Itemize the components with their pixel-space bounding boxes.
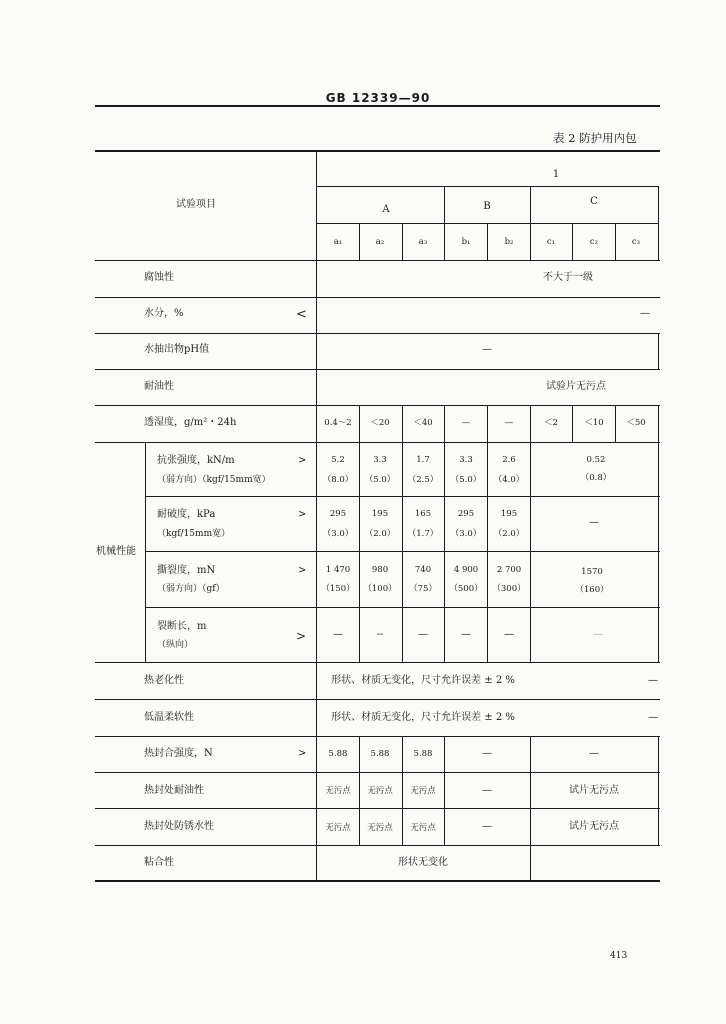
tensile-b1: 3.3 xyxy=(459,455,473,465)
tear-a3-gf: （75） xyxy=(409,584,437,594)
row-label-burst: 耐破度，kPa xyxy=(157,509,216,520)
seal-oil-c: 试片无污点 xyxy=(569,785,619,796)
tear-b1-gf: （500） xyxy=(449,584,483,594)
group-header-a: A xyxy=(382,204,390,215)
burst-b1-kgf: （3.0） xyxy=(450,529,482,539)
value-moisture: — xyxy=(640,308,650,319)
item-header: 试验项目 xyxy=(176,199,216,210)
burst-symbol: > xyxy=(298,509,307,520)
tear-b1: 4 900 xyxy=(453,565,479,575)
tear-a1-gf: （150） xyxy=(321,584,355,594)
seal-oil-a2: 无污点 xyxy=(367,786,393,796)
row-sublabel-breaking-length: （纵向） xyxy=(157,640,194,650)
burst-b2-kgf: （2.0） xyxy=(493,529,525,539)
heat-seal-a3: 5.88 xyxy=(413,749,433,759)
burst-a3-kgf: （1.7） xyxy=(407,529,439,539)
row-sublabel-tear: （弱方向）（gf） xyxy=(157,584,225,594)
burst-a1-kgf: （3.0） xyxy=(322,529,354,539)
tensile-a3: 1.7 xyxy=(416,455,430,465)
tensile-c: 0.52 xyxy=(586,455,606,465)
row-label-breaking-length: 裂断长，m xyxy=(157,621,207,632)
tensile-a1: 5.2 xyxy=(331,455,345,465)
value-ph: — xyxy=(482,344,492,355)
seal-rust-a3: 无污点 xyxy=(410,823,436,833)
permeability-c3: ＜50 xyxy=(626,418,646,428)
seal-oil-a3: 无污点 xyxy=(410,786,436,796)
seal-rust-a2: 无污点 xyxy=(367,823,393,833)
breaking-length-a1: — xyxy=(333,629,343,640)
row-label-permeability: 透湿度，g/m²・24h xyxy=(144,417,237,428)
sub-header-a3: a₃ xyxy=(418,237,428,247)
tear-c-gf: （160） xyxy=(575,585,609,595)
seal-rust-b: — xyxy=(482,821,492,832)
sub-header-b1: b₁ xyxy=(461,237,471,247)
tensile-b1-kgf: （5.0） xyxy=(450,475,482,485)
permeability-b1: — xyxy=(461,418,471,428)
row-label-heat-seal: 热封合强度，N xyxy=(144,748,213,759)
row-label-tensile: 抗张强度，kN/m xyxy=(157,455,235,466)
group-header-b: B xyxy=(483,201,491,212)
permeability-a1: 0.4～2 xyxy=(324,418,352,428)
row-label-heat-aging: 热老化性 xyxy=(144,675,184,686)
mech-group-label: 机械性能 xyxy=(96,546,136,557)
row-label-seal-rust: 热封处防锈水性 xyxy=(144,821,214,832)
value-heat-aging: 形状、材质无变化，尺寸允许误差 ± 2 % xyxy=(331,675,515,686)
header-rule xyxy=(95,105,660,107)
heat-seal-c: — xyxy=(589,748,599,759)
sub-header-c3: c₃ xyxy=(631,237,641,247)
tensile-a2: 3.3 xyxy=(373,455,387,465)
row-sublabel-burst: （kgf/15mm宽） xyxy=(157,529,231,539)
tear-c: 1570 xyxy=(581,567,603,577)
burst-b1: 295 xyxy=(457,509,475,519)
row-label-low-temp: 低温柔软性 xyxy=(144,712,194,723)
tear-b2: 2 700 xyxy=(496,565,522,575)
row-label-seal-oil: 热封处耐油性 xyxy=(144,785,204,796)
breaking-length-a2: -- xyxy=(376,629,384,640)
tear-symbol: > xyxy=(298,565,307,576)
burst-a2: 195 xyxy=(371,509,389,519)
burst-b2: 195 xyxy=(500,509,518,519)
value-bonding: 形状无变化 xyxy=(398,857,448,868)
tensile-a3-kgf: （2.5） xyxy=(407,475,439,485)
row-label-corrosion: 腐蚀性 xyxy=(144,272,174,283)
sub-header-a1: a₁ xyxy=(333,237,343,247)
permeability-c1: ＜2 xyxy=(544,418,558,428)
value-corrosion: 不大于一级 xyxy=(543,272,593,283)
tear-a1: 1 470 xyxy=(325,565,351,575)
tensile-b2: 2.6 xyxy=(502,455,516,465)
burst-a2-kgf: （2.0） xyxy=(364,529,396,539)
breaking-length-symbol: > xyxy=(296,629,307,643)
seal-oil-a1: 无污点 xyxy=(325,786,351,796)
low-temp-c: — xyxy=(648,712,658,723)
heat-seal-a1: 5.88 xyxy=(328,749,348,759)
tensile-a1-kgf: （8.0） xyxy=(322,475,354,485)
sub-header-a2: a₂ xyxy=(375,237,385,247)
row-label-ph: 水抽出物pH值 xyxy=(144,344,210,355)
group-header-top: 1 xyxy=(552,169,560,180)
permeability-c2: ＜10 xyxy=(584,418,604,428)
tear-a2: 980 xyxy=(371,565,389,575)
page-number: 413 xyxy=(610,951,628,961)
burst-a3: 165 xyxy=(414,509,432,519)
burst-a1: 295 xyxy=(329,509,347,519)
row-label-bonding: 粘合性 xyxy=(144,857,174,868)
moisture-symbol: < xyxy=(296,307,307,322)
breaking-length-b2: — xyxy=(504,629,514,640)
row-sublabel-tensile: （弱方向）（kgf/15mm宽） xyxy=(157,475,271,485)
tensile-symbol: > xyxy=(298,455,307,466)
breaking-length-c: — xyxy=(593,629,603,640)
tensile-c-kgf: （0.8） xyxy=(580,473,612,483)
row-label-moisture: 水分，% xyxy=(144,308,184,319)
permeability-a3: ＜40 xyxy=(413,418,433,428)
tear-a2-gf: （100） xyxy=(363,584,397,594)
permeability-b2: — xyxy=(504,418,514,428)
permeability-a2: ＜20 xyxy=(370,418,390,428)
burst-c: — xyxy=(589,517,599,528)
row-label-oil: 耐油性 xyxy=(144,381,174,392)
heat-seal-a2: 5.88 xyxy=(370,749,390,759)
sub-header-c1: c₁ xyxy=(546,237,556,247)
breaking-length-b1: — xyxy=(461,629,471,640)
tear-a3: 740 xyxy=(414,565,432,575)
tensile-a2-kgf: （5.0） xyxy=(364,475,396,485)
heat-aging-c: — xyxy=(648,675,658,686)
value-oil: 试验片无污点 xyxy=(546,381,606,392)
table-title: 表 2 防护用内包 xyxy=(553,131,637,145)
sub-header-c2: c₂ xyxy=(589,237,599,247)
heat-seal-symbol: > xyxy=(298,748,307,759)
row-label-tear: 撕裂度，mN xyxy=(157,565,216,576)
seal-oil-b: — xyxy=(482,785,492,796)
breaking-length-a3: — xyxy=(418,629,428,640)
seal-rust-a1: 无污点 xyxy=(325,823,351,833)
sub-header-b2: b₂ xyxy=(504,237,514,247)
heat-seal-b: — xyxy=(482,748,492,759)
standard-number: GB 12339—90 xyxy=(325,91,431,105)
seal-rust-c: 试片无污点 xyxy=(569,821,619,832)
group-header-c: C xyxy=(590,196,598,207)
tensile-b2-kgf: （4.0） xyxy=(493,475,525,485)
value-low-temp: 形状、材质无变化，尺寸允许误差 ± 2 % xyxy=(331,712,515,723)
tear-b2-gf: （300） xyxy=(492,584,526,594)
